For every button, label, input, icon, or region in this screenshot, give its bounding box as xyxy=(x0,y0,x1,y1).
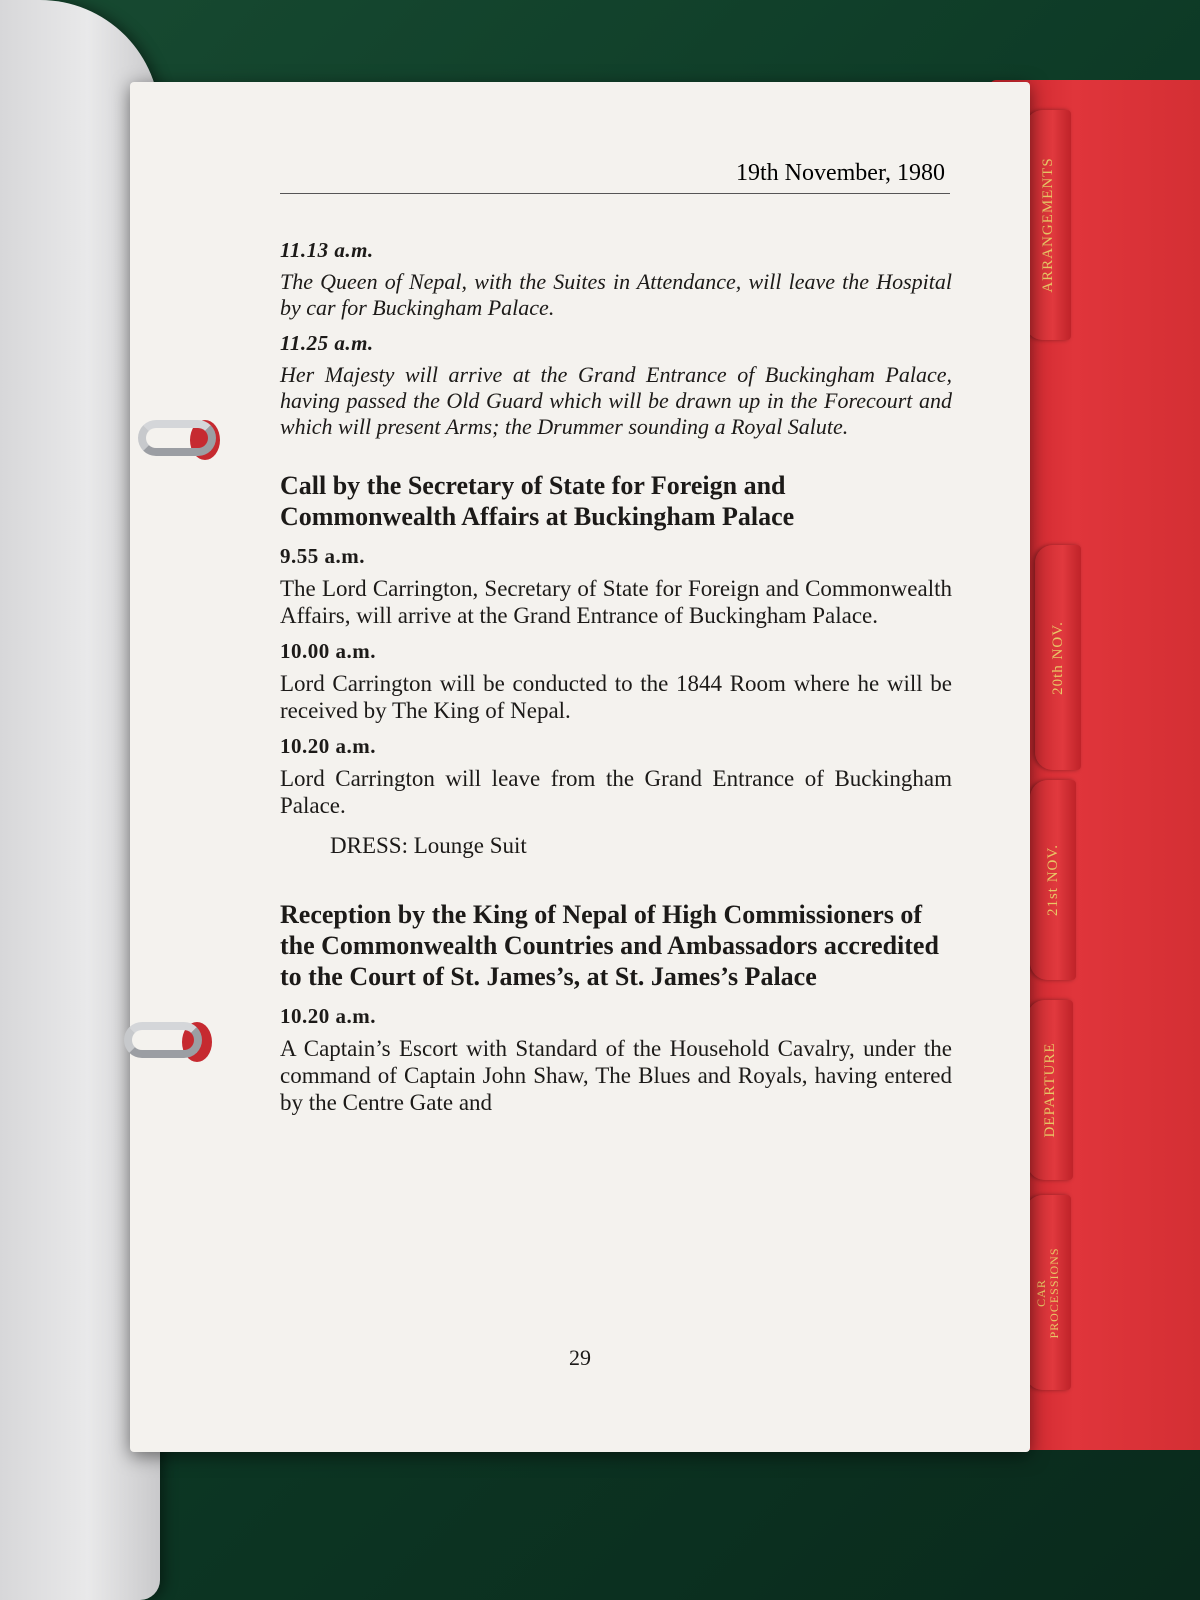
entry-time: 10.00 a.m. xyxy=(280,639,376,663)
entry-text: Lord Carrington will leave from the Grand Entrance of Buckingham Palace. xyxy=(280,766,952,818)
entry xyxy=(280,238,952,321)
header-date: 19th November, 1980 xyxy=(735,160,945,186)
tab-label-21st-nov: 21st NOV. xyxy=(1045,843,1061,917)
section-heading: Reception by the King of Nepal of High Commissioners of the Commonwealth Countries and Ambassadors accredited to the Court of St. James’s, at St. James’s Palace xyxy=(280,900,939,991)
header-rule xyxy=(280,193,950,194)
entry-time: 10.20 a.m. xyxy=(280,734,376,758)
page-header xyxy=(275,160,955,194)
tab-label-processions: PROCESSIONS xyxy=(1047,1246,1061,1339)
entry-text: The Lord Carrington, Secretary of State for Foreign and Commonwealth Affairs, will arrive at the Grand Entrance of Buckingham Palace. xyxy=(280,576,952,628)
entry-time: 11.25 a.m. xyxy=(280,331,374,355)
entry-time: 9.55 a.m. xyxy=(280,544,365,568)
entry-text: A Captain’s Escort with Standard of the Household Cavalry, under the command of Captain John Shaw, The Blues and Royals, having entered by the Centre Gate and xyxy=(280,1036,952,1115)
entry xyxy=(280,639,952,724)
dress-code: DRESS: Lounge Suit xyxy=(330,833,527,858)
tab-label-car: CAR xyxy=(1034,1278,1048,1307)
tab-20th-nov[interactable] xyxy=(1035,545,1081,770)
tab-departure[interactable] xyxy=(1027,1000,1073,1180)
entry-text: The Queen of Nepal, with the Suites in Attendance, will leave the Hospital by car for Buckingham Palace. xyxy=(280,269,952,320)
tab-arrangements[interactable] xyxy=(1025,110,1071,340)
section-heading: Call by the Secretary of State for Foreign and Commonwealth Affairs at Buckingham Palace xyxy=(280,471,795,531)
entry xyxy=(280,734,952,819)
page-number: 29 xyxy=(569,1345,591,1370)
page-content xyxy=(280,228,952,1122)
entry-time: 10.20 a.m. xyxy=(280,1004,376,1028)
entry xyxy=(280,544,952,629)
entry-text: Lord Carrington will be conducted to the 1844 Room where he will be received by The King of Nepal. xyxy=(280,671,952,723)
entry-time: 11.13 a.m. xyxy=(280,238,374,262)
entry xyxy=(280,1004,952,1116)
tab-car-processions[interactable] xyxy=(1025,1195,1071,1390)
tab-label-arrangements: ARRANGEMENTS xyxy=(1040,157,1056,293)
binder-ring-bottom xyxy=(124,1022,202,1058)
tab-21st-nov[interactable] xyxy=(1030,780,1076,980)
tab-label-20th-nov: 20th NOV. xyxy=(1050,620,1066,695)
entry-text: Her Majesty will arrive at the Grand Entrance of Buckingham Palace, having passed the Old Guard which will be drawn up in the Forecourt and which will present Arms; the Drummer sounding a Royal Salute. xyxy=(280,362,952,439)
entry xyxy=(280,331,952,440)
binder-ring-top xyxy=(138,420,216,456)
tab-label-departure: DEPARTURE xyxy=(1042,1042,1058,1138)
tab-label-car-processions xyxy=(1035,1247,1061,1338)
